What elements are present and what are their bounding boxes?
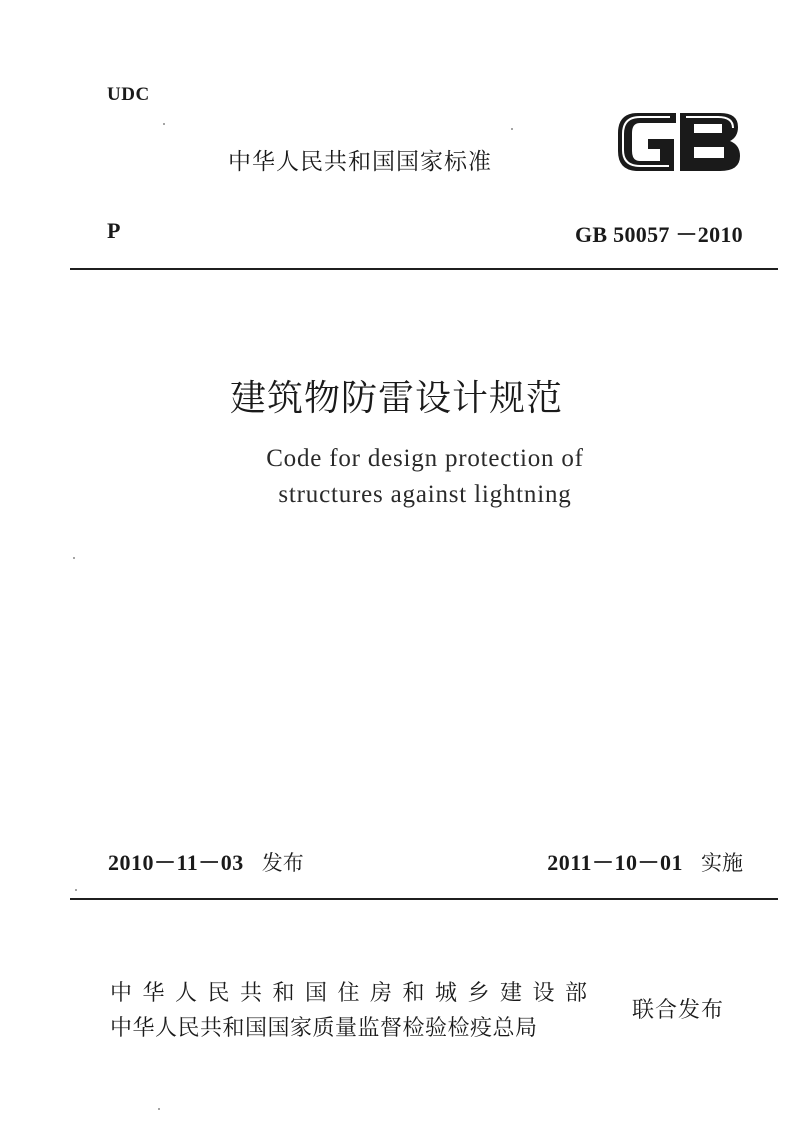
classification-code: P: [107, 218, 121, 243]
implement-label: 实施: [701, 851, 743, 875]
scan-speck: [75, 889, 77, 891]
gb-logo-icon: [614, 109, 744, 175]
title-english: [0, 441, 793, 513]
title-english-line-2: structures against lightning: [278, 481, 572, 508]
title-english-line-1: Code for design protection of: [266, 445, 584, 472]
scan-speck: [73, 557, 75, 559]
issuer-ministry-housing: 中华人民共和国住房和城乡建设部: [110, 981, 598, 1006]
standard-number: GB 50057 －2010: [575, 222, 743, 247]
udc-label: UDC: [107, 84, 150, 105]
top-divider: [70, 268, 778, 270]
bottom-divider: [70, 898, 778, 900]
release-info: [108, 846, 304, 877]
release-label: 发布: [261, 851, 304, 875]
national-standard-heading: 中华人民共和国国家标准: [228, 149, 492, 175]
scan-speck: [158, 1108, 160, 1110]
title-chinese: 建筑物防雷设计规范: [229, 378, 563, 419]
scan-speck: [163, 123, 165, 125]
release-date: 2010－11－03: [108, 850, 244, 875]
issuer-aqsiq: 中华人民共和国国家质量监督检验检疫总局: [110, 1016, 538, 1041]
scan-speck: [511, 128, 513, 130]
implement-date: 2011－10－01: [547, 850, 683, 875]
joint-release-label: 联合发布: [632, 998, 725, 1023]
implement-info: [547, 846, 743, 877]
